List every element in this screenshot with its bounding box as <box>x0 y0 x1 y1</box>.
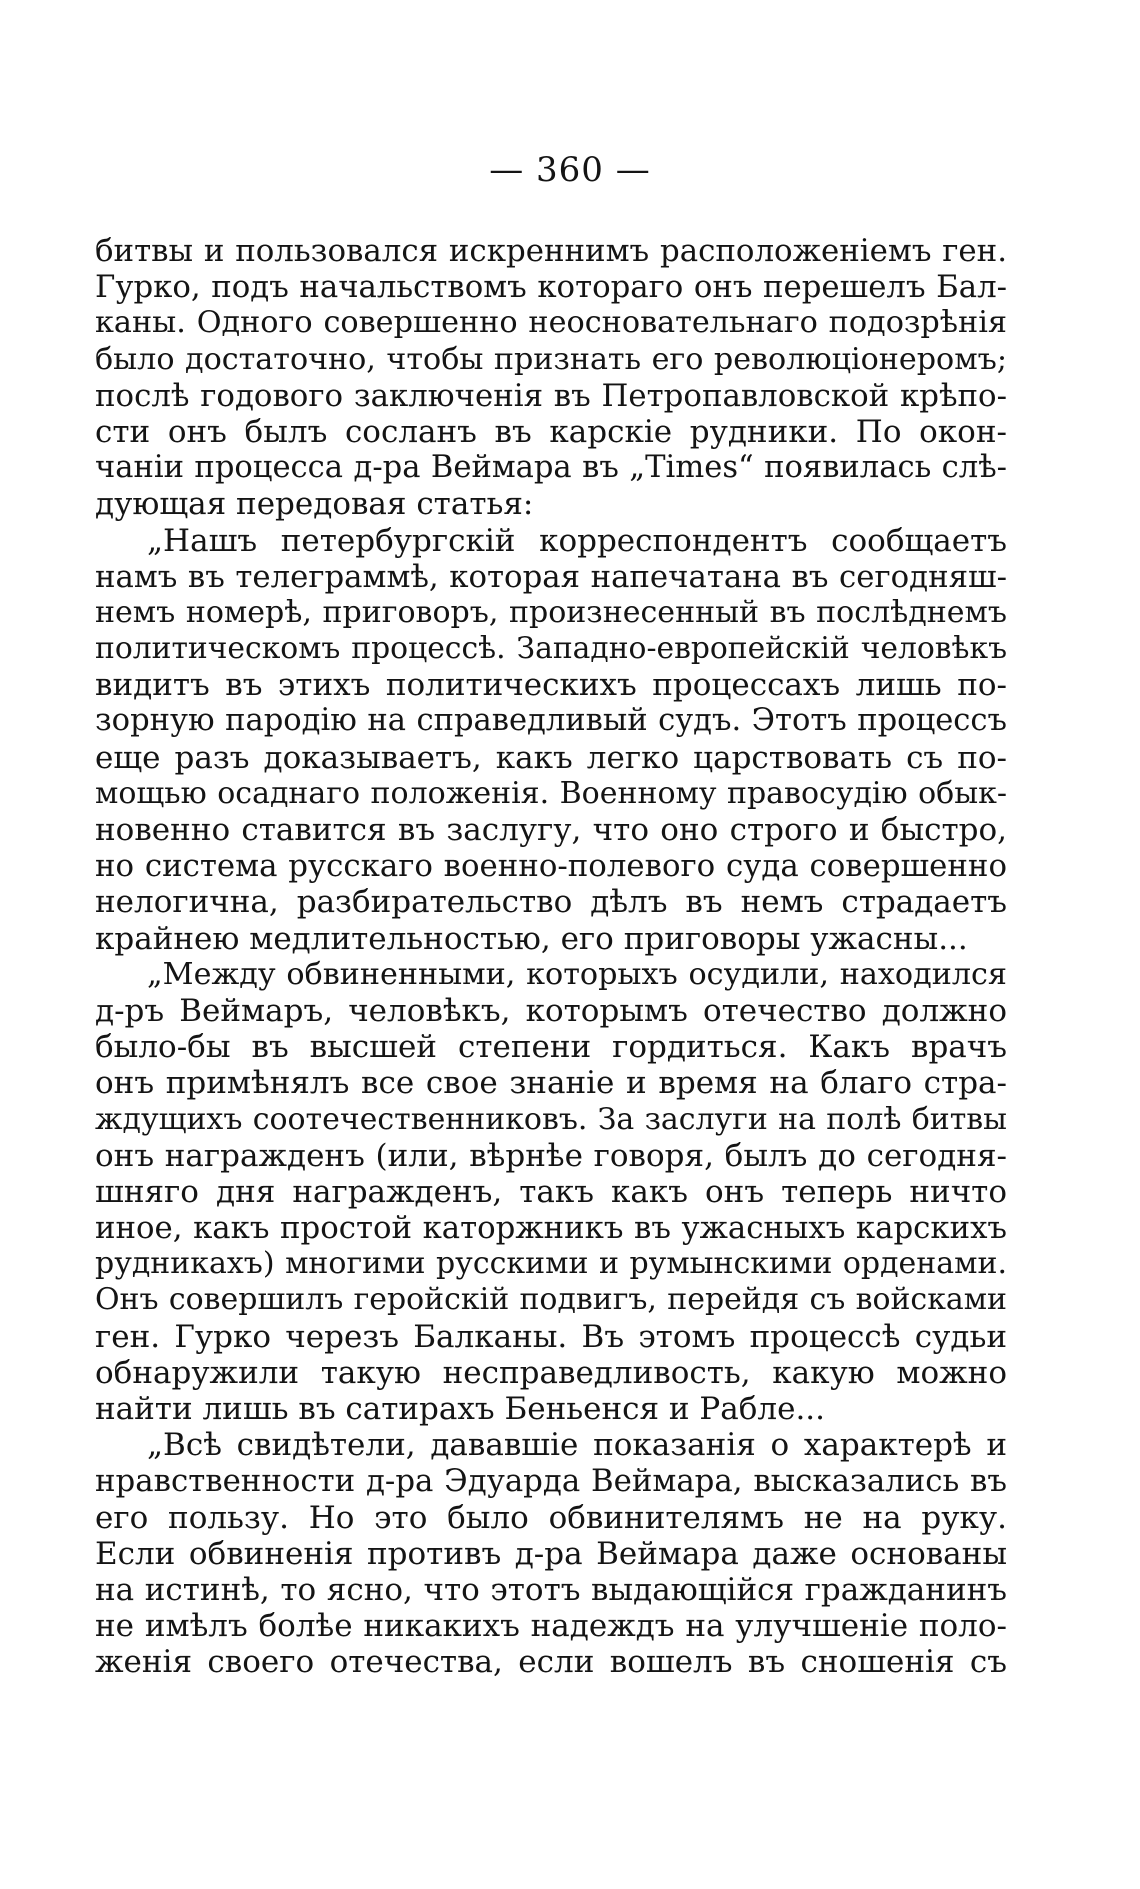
text-line: д-ръ Веймаръ, человѣкъ, которымъ отечество должно <box>95 992 1007 1029</box>
text-line: нелогична, разбирательство дѣлъ въ немъ страдаетъ <box>95 884 1007 921</box>
text-line: иное, какъ простой каторжникъ въ ужасныхъ карскихъ <box>95 1210 1007 1247</box>
text-line: крайнею медлительностью, его приговоры ужасны... <box>95 920 968 957</box>
paragraph <box>95 957 1007 1427</box>
text-line: еще разъ доказываетъ, какъ легко царствовать съ по- <box>95 739 1007 776</box>
text-line: не имѣлъ болѣе никакихъ надеждъ на улучшеніе поло- <box>95 1608 1007 1645</box>
text-line: было-бы въ высшей степени гордиться. Какъ врачъ <box>95 1029 1007 1066</box>
paragraph <box>95 1427 1007 1680</box>
text-line: Онъ совершилъ геройскій подвигъ, перейдя съ войсками <box>95 1282 1007 1318</box>
page-number: — 360 — <box>489 150 651 190</box>
text-line: на истинѣ, то ясно, что этотъ выдающійся гражданинъ <box>95 1571 1007 1608</box>
paragraph <box>95 523 1007 957</box>
text-line: его пользу. Но это было обвинителямъ не на руку. <box>95 1499 1007 1536</box>
text-line: онъ награжденъ (или, вѣрнѣе говоря, былъ до сегодня- <box>95 1137 1007 1174</box>
text-line: „Нашъ петербургскій корреспондентъ сообщаетъ <box>147 522 1007 559</box>
text-line: мощью осаднаго положенія. Военному правосудію обык- <box>95 775 1007 811</box>
text-line: найти лишь въ сатирахъ Беньенся и Рабле... <box>95 1391 826 1427</box>
text-line: ждущихъ соотечественниковъ. За заслуги на полѣ битвы <box>95 1101 1007 1137</box>
text-line: зорную пародію на справедливый судъ. Этотъ процессъ <box>95 703 1007 739</box>
text-line: дующая передовая статья: <box>95 486 534 523</box>
text-line: было достаточно, чтобы признать его революціонеромъ; <box>95 341 1007 377</box>
text-line: намъ въ телеграммѣ, которая напечатана въ сегодняш- <box>95 558 1007 595</box>
text-line: Гурко, подъ начальствомъ котораго онъ перешелъ Бал- <box>95 269 1007 306</box>
text-line: ген. Гурко черезъ Балканы. Въ этомъ процессѣ судьи <box>95 1318 1007 1355</box>
text-line: сти онъ былъ сосланъ въ карскіе рудники. По окон- <box>95 413 1007 450</box>
text-line: рудникахъ) многими русскими и румынскими орденами. <box>95 1246 1007 1282</box>
text-line: немъ номерѣ, приговоръ, произнесенный въ послѣднемъ <box>95 594 1007 630</box>
text-line: битвы и пользовался искреннимъ расположеніемъ ген. <box>95 233 1007 269</box>
text-line: шняго дня награжденъ, такъ какъ онъ теперь ничто <box>95 1173 1007 1210</box>
text-line: нравственности д-ра Эдуарда Веймара, высказались въ <box>95 1463 1007 1500</box>
text-line: Если обвиненія противъ д-ра Веймара даже основаны <box>95 1535 1007 1572</box>
text-line: каны. Одного совершенно неосновательнаго подозрѣнія <box>95 305 1007 341</box>
paragraph <box>95 233 1007 523</box>
text-line: „Между обвиненными, которыхъ осудили, находился <box>147 956 1007 992</box>
text-line: послѣ годового заключенія въ Петропавловской крѣпо- <box>95 377 1007 414</box>
text-line: новенно ставится въ заслугу, что оно строго и быстро, <box>95 812 1007 848</box>
text-line: женія своего отечества, если вошелъ въ сношенія съ <box>95 1644 1007 1681</box>
text-line: онъ примѣнялъ все свое знаніе и время на благо стра- <box>95 1065 1007 1102</box>
text-line: чаніи процесса д-ра Веймара въ „Times“ появилась слѣ- <box>95 450 1007 486</box>
text-line: „Всѣ свидѣтели, дававшіе показанія о характерѣ и <box>147 1427 1007 1464</box>
text-line: видитъ въ этихъ политическихъ процессахъ лишь по- <box>95 667 1007 704</box>
body-text <box>95 233 1007 1681</box>
text-line: но система русскаго военно-полевого суда совершенно <box>95 848 1007 885</box>
text-line: политическомъ процессѣ. Западно-европейскій человѣкъ <box>95 631 1007 667</box>
text-line: обнаружили такую несправедливость, какую можно <box>95 1354 1007 1391</box>
